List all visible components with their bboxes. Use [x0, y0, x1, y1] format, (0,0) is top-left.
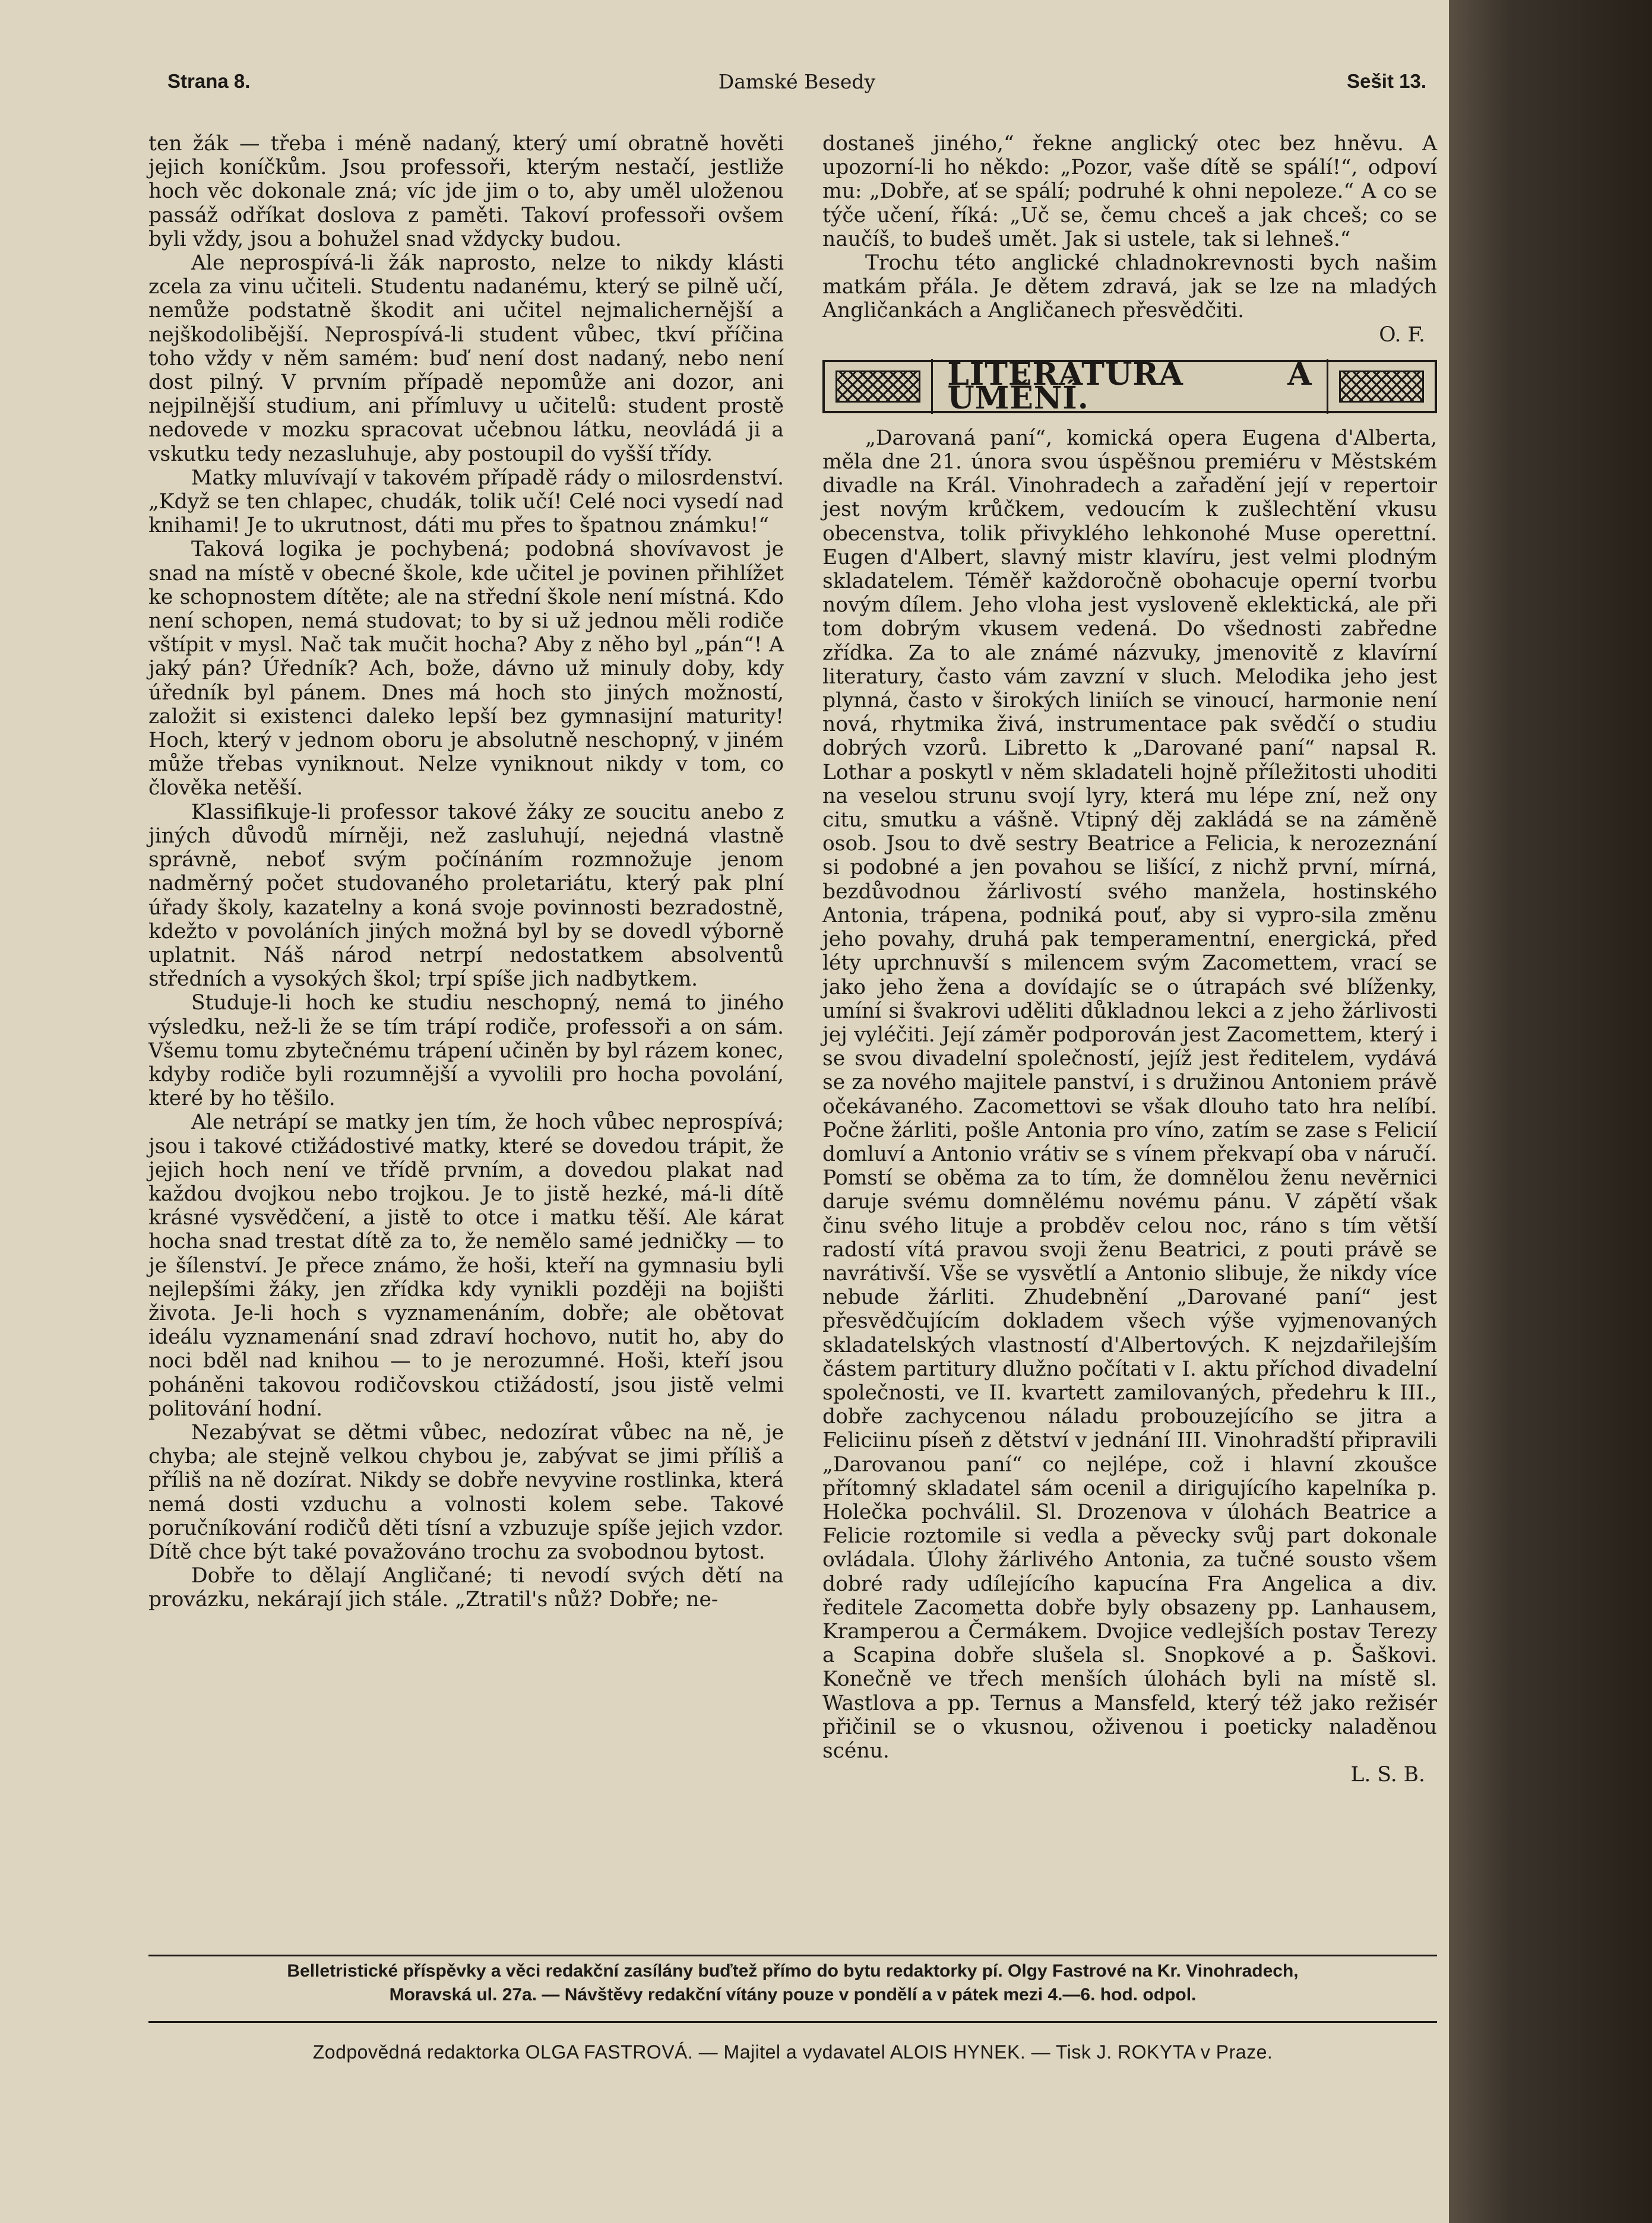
- footer-rule-top: [148, 1955, 1437, 1956]
- notice-line-2: Moravská ul. 27a. — Návštěvy redakční vítány pouze v pondělí a v pátek mezi 4.—6. hod. odpol.: [389, 1985, 1197, 2004]
- ornament-right-icon: [1339, 370, 1424, 403]
- section-header: [822, 356, 1437, 416]
- opera-review: [822, 426, 1437, 1763]
- paragraph: Klassifikuje-li professor takové žáky ze soucitu anebo z jiných důvodů mírněji, než zasluhují, nejedná vlastně správně, neboť svým počínáním rozmnožuje jenom nadměrný počet studovaného proletariátu, který pak plní úřady školy, kazatelny a koná svoje povinnosti bezradostně, kdežto v povoláních jiných možná byl by se dovedl výborně uplatnit. Náš národ netrpí nedostatkem absolventů středních a vysokých škol; trpí spíše jich nadbytkem.: [148, 800, 784, 992]
- left-column: [148, 132, 784, 1612]
- ornament-left-icon: [836, 370, 920, 403]
- paragraph: Dobře to dělají Angličané; ti nevodí svých dětí na provázku, nekárají jich stále. „Ztratil's nůž? Dobře; ne-: [148, 1564, 784, 1612]
- issue-number: Sešit 13.: [1347, 70, 1426, 92]
- page-number: Strana 8.: [167, 70, 251, 92]
- binding-edge: [1449, 0, 1652, 2223]
- signature-of: O. F.: [1379, 322, 1425, 347]
- right-column: [822, 132, 1437, 1787]
- footer-rule-bottom: [148, 2021, 1437, 2023]
- page-header: [167, 70, 1426, 106]
- paragraph: ten žák — třeba i méně nadaný, který umí obratně hověti jejich koníčkům. Jsou professoři, kterým nestačí, jestliže hoch věc dokonale zná; víc jde jim o to, aby uměl uloženou passáž odříkat doslova z paměti. Takoví professoři ovšem byli vždy, jsou a bohužel snad vždycky budou.: [148, 132, 784, 251]
- paragraph: Studuje-li hoch ke studiu neschopný, nemá to jiného výsledku, než-li že se tím trápí rodiče, professoři a on sám. Všemu tomu zbytečnému trápení učiněn by byl rázem konec, kdyby rodiče byli rozumnější a vyvolili pro hocha povolání, které by ho těšilo.: [148, 991, 784, 1111]
- editorial-notice: [148, 1959, 1437, 2007]
- paragraph: Taková logika je pochybená; podobná shovívavost je snad na místě v obecné škole, kde učitel je povinen přihlížet ke schopnostem dítěte; ale na střední škole není místná. Kdo není schopen, nemá studovat; to by si už jednou měli rodiče vštípit v mysl. Nač tak mučit hocha? Aby z něho byl „pán“! A jaký pán? Úředník? Ach, bože, dávno už minuly doby, kdy úředník byl pánem. Dnes má hoch sto jiných možností, založit si existenci daleko lepší bez gymnasijní maturity! Hoch, který v jednom oboru je absolutně neschopný, v jiném může třebas vyniknout. Nelze vyniknout nikdy v tom, co člověka netěší.: [148, 537, 784, 800]
- paragraph: dostaneš jiného,“ řekne anglický otec bez hněvu. A upozorní-li ho někdo: „Pozor, vaše dítě se spálí!“, odpoví mu: „Dobře, ať se spálí; podruhé k ohni nepoleze.“ A co se týče učení, říká: „Uč se, čemu chceš a jak chceš; co se naučíš, to budeš umět. Jak si ustele, tak si lehneš.“: [822, 132, 1437, 251]
- section-title: LITERATURA A UMĚNÍ.: [931, 359, 1328, 414]
- journal-title: Damské Besedy: [718, 70, 876, 93]
- notice-line-1: Belletristické příspěvky a věci redakční zasílány buďtež přímo do bytu redaktorky pí. Olgy Fastrové na Kr. Vinohradech,: [287, 1961, 1299, 1981]
- paragraph: Trochu této anglické chladnokrevnosti bych našim matkám přála. Je dětem zdravá, jak se lze na mladých Angličankách a Angličanech přesvědčiti.: [822, 251, 1437, 323]
- paragraph: Ale neprospívá-li žák naprosto, nelze to nikdy klásti zcela za vinu učiteli. Studentu nadanému, který se pilně učí, nemůže podstatně škodit ani učitel nejmalichernější a nejškodolibější. Neprospívá-li student vůbec, tkví příčina toho vždy v něm samém: buď není dost nadaný, nebo není dost pilný. V prvním případě nepomůže ani dozor, ani nejpilnější studium, ani přímluvy u učitelů: student prostě nedovede v mozku spracovat učebnou látku, neovládá ji a vskutku tedy nezasluhuje, aby postoupil do vyšší třídy.: [148, 251, 784, 466]
- paragraph: Nezabývat se dětmi vůbec, nedozírat vůbec na ně, je chyba; ale stejně velkou chybou je, zabývat se jimi příliš a příliš na ně dozírat. Nikdy se dobře nevyvine rostlinka, která nemá dosti vzduchu a volnosti kolem sebe. Takové poručníkování rodičů děti tísní a vzbuzuje spíše jejich vzdor. Dítě chce být také považováno trochu za svobodnou bytost.: [148, 1420, 784, 1564]
- paragraph: „Darovaná paní“, komická opera Eugena d'Alberta, měla dne 21. února svou úspěšnou premiéru v Městském divadle na Král. Vinohradech a zařadění její v repertoir jest novým krůčkem, vedoucím k zušlechtění vkusu obecenstva, tolik přivyklého lehkonohé Muse operettní. Eugen d'Albert, slavný mistr klavíru, jest velmi plodným skladatelem. Téměř každoročně obohacuje operní tvorbu novým dílem. Jeho vloha jest vysloveně eklektická, ale při tom dobrým vkusem vedená. Do všednosti zabředne zřídka. Za to ale známé názvuky, jmenovitě z klavírní literatury, často vám zavzní v sluch. Melodika jeho jest plynná, často v širokých liniích se vinoucí, harmonie není nová, rhytmika živá, instrumentace pak svědčí o studiu dobrých vzorů. Libretto k „Darované paní“ napsal R. Lothar a poskytl v něm skladateli hojně příležitosti uhoditi na veselou strunu svojí lyry, která mu lépe zní, než ony citu, smutku a vášně. Vtipný děj zakládá se na záměně osob. Jsou to dvě sestry Beatrice a Felicia, k nerozeznání si podobné a jen povahou se lišící, z nichž první, mírná, bezdůvodnou žárlivostí svého manžela, hostinského Antonia, trápena, podniká pouť, aby si vypro-sila změnu jeho povahy, druhá pak temperamentní, energická, před léty uprchnuvší s milencem svým Zacomettem, vrací se jako jeho žena a dovídajíc se o útrapách své blíženky, umíní si švakrovi uděliti důkladnou lekci a z jeho žárlivosti jej vyléčiti. Její záměr podporován jest Zacomettem, který i se svou divadelní společností, jejíž jest ředitelem, vydává se za nového majitele panství, i s družinou Antoniem právě očekávaného. Zacomettovi se však dlouho tato hra nelíbí. Počne žárliti, pošle Antonia pro víno, zatím se zase s Felicií domluví a Antonio vrátiv se s vínem překvapí oba v náručí. Pomstí se oběma za to tím, že domnělou ženu nevěrnici daruje svému domnělému novému pánu. V zápětí však činu svého lituje a probděv celou noc, ráno s tím větší radostí vítá pravou svoji ženu Beatrici, z pouti právě se navrátivší. Vše se vysvětlí a Antonio slibuje, že nikdy více nebude žárliti. Zhudebnění „Darované paní“ jest přesvědčujícím dokladem všech výše vyjmenovaných skladatelských vlastností d'Albertových. K nejzdařilejším částem partitury dlužno počítati v I. aktu příchod divadelní společnosti, ve II. kvartett zamilovaných, předehru k III., dobře zachycenou náladu probouzejícího se jitra a Feliciinu píseň z dětství v jednání III. Vinohradští připravili „Darovanou paní“ co nejlépe, což i hlavní zkoušce přítomný skladatel sám ocenil a dirigujícího kapelníka p. Holečka pochválil. Sl. Drozenova v úlohách Beatrice a Felicie roztomile si vedla a pěvecky svůj part dokonale ovládala. Úlohy žárlivého Antonia, za tučné sousto všem dobré rady udílejícího kapucína Fra Angelica a div. ředitele Zacometta dobře byly obsazeny pp. Lanhausem, Kramperou a Čermákem. Dvojice vedlejších postav Terezy a Scapina dobře slušela sl. Snopkové a p. Šaškovi. Konečně ve třech menších úlohách byli na místě sl. Wastlova a pp. Ternus a Mansfeld, který též jako režisér přičinil se o vkusnou, oživenou i poeticky naladěnou scénu.: [822, 426, 1437, 1763]
- article-continuation: [822, 132, 1437, 323]
- signature-lsb: L. S. B.: [1350, 1763, 1425, 1787]
- paragraph: Ale netrápí se matky jen tím, že hoch vůbec neprospívá; jsou i takové ctižádostivé matky, které se dovedou trápit, že jejich hoch není ve třídě prvním, a dovedou plakat nad každou dvojkou nebo trojkou. Je to jistě hezké, má-li dítě krásné vysvědčení, a jistě to otce i matku těší. Ale kárat hocha snad trestat dítě za to, že nemělo samé jedničky — to je šílenství. Je přece známo, že hoši, kteří na gymnasiu byli nejlepšími žáky, jen zřídka kdy vynikli později na bojišti života. Je-li hoch s vyznamenáním, dobře; ale obětovat ideálu vyznamenání snad zdraví hochovo, nutit ho, aby do noci bděl nad knihou — to je nerozumné. Hoši, kteří jsou poháněni takovou rodičovskou ctižádostí, jsou jistě velmi politování hodní.: [148, 1110, 784, 1421]
- paragraph: Matky mluvívají v takovém případě rády o milosrdenství. „Když se ten chlapec, chudák, tolik učí! Celé noci vysedí nad knihami! Je to ukrutnost, dáti mu přes to špatnou známku!“: [148, 466, 784, 538]
- imprint: Zodpovědná redaktorka OLGA FASTROVÁ. — Majitel a vydavatel ALOIS HYNEK. — Tisk J. ROKYTA v Praze.: [312, 2041, 1273, 2063]
